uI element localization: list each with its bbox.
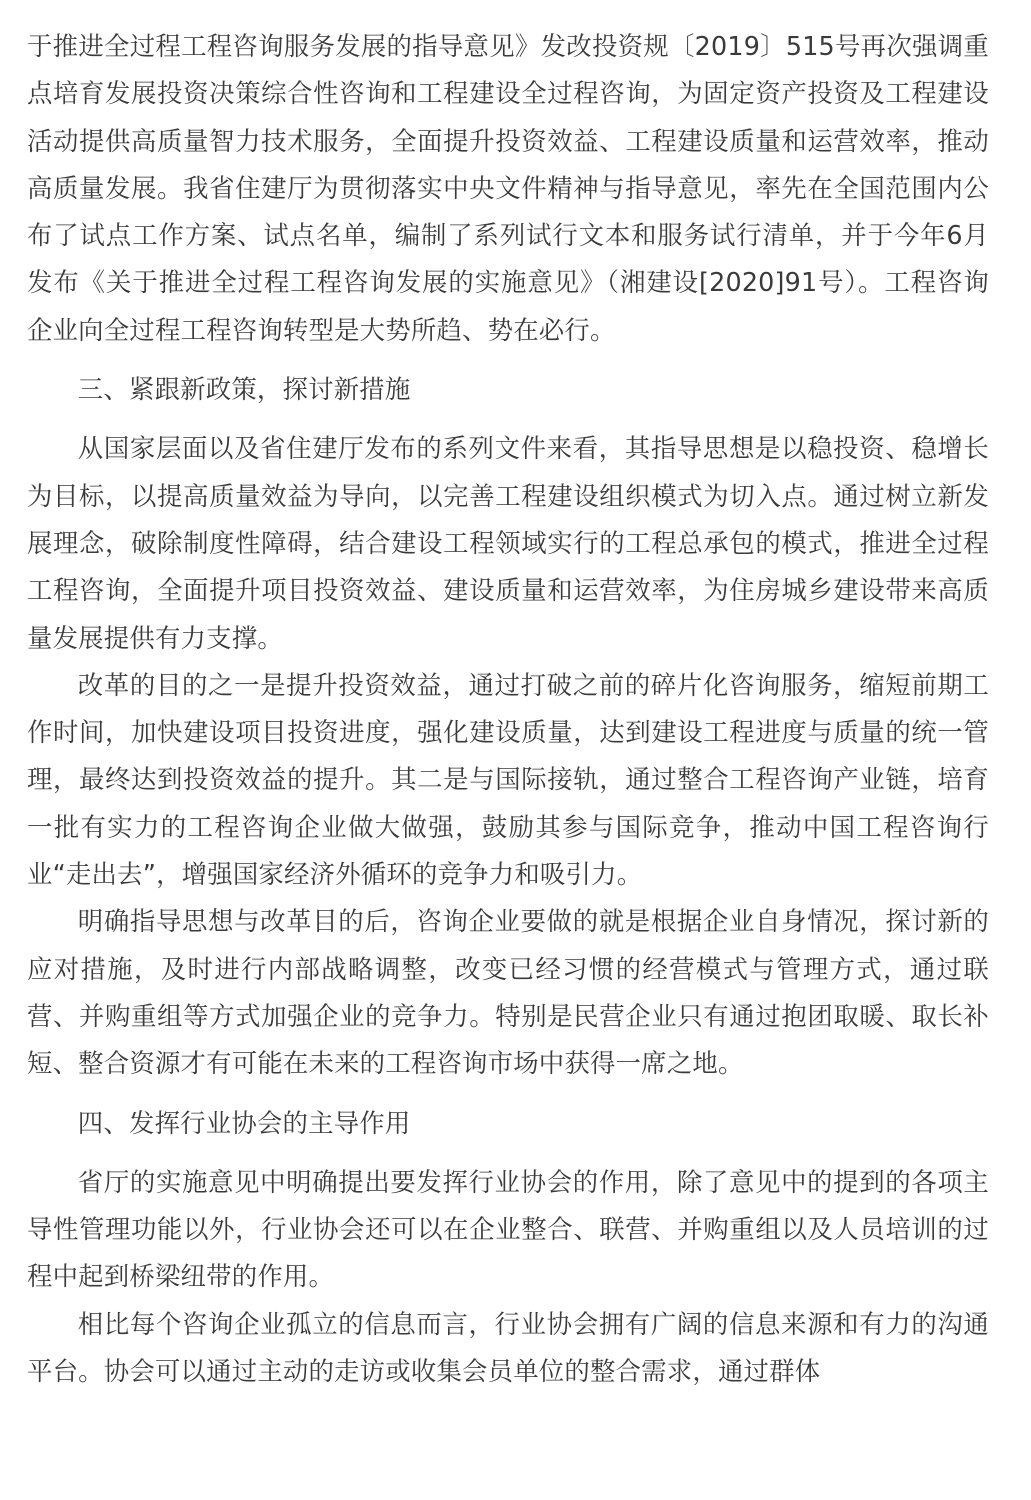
paragraph: 从国家层面以及省住建厅发布的系列文件来看，其指导思想是以稳投资、稳增长为目标，以提高质量效益为导向，以完善工程建设组织模式为切入点。通过树立新发展理念，破除制度性障碍，结合建设工程领域实行的工程总承包的模式，推进全过程工程咨询，全面提升项目投资效益、建设质量和运营效率，为住房城乡建设带来高质量发展提供有力支撑。	[27, 433, 989, 653]
paragraph: 省厅的实施意见中明确提出要发挥行业协会的作用，除了意见中的提到的各项主导性管理功能以外，行业协会还可以在企业整合、联营、并购重组以及人员培训的过程中起到桥梁纽带的作用。	[27, 1166, 989, 1292]
document-body	[27, 23, 989, 1395]
paragraph: 明确指导思想与改革目的后，咨询企业要做的就是根据企业自身情况，探讨新的应对措施，及时进行内部战略调整，改变已经习惯的经营模式与管理方式，通过联营、并购重组等方式加强企业的竞争力。特别是民营企业只有通过抱团取暖、取长补短、整合资源才有可能在未来的工程咨询市场中获得一席之地。	[27, 906, 989, 1079]
paragraph: 改革的目的之一是提升投资效益，通过打破之前的碎片化咨询服务，缩短前期工作时间，加快建设项目投资进度，强化建设质量，达到建设工程进度与质量的统一管理，最终达到投资效益的提升。其二是与国际接轨，通过整合工程咨询产业链，培育一批有实力的工程咨询企业做大做强，鼓励其参与国际竞争，推动中国工程咨询行业“走出去”，增强国家经济外循环的竞争力和吸引力。	[27, 669, 989, 890]
paragraph: 相比每个咨询企业孤立的信息而言，行业协会拥有广阔的信息来源和有力的沟通平台。协会可以通过主动的走访或收集会员单位的整合需求，通过群体	[27, 1308, 989, 1387]
section-heading-3: 三、紧跟新政策，探讨新措施	[77, 374, 411, 405]
paragraph-continued: 于推进全过程工程咨询服务发展的指导意见》发改投资规〔2019〕515号再次强调重点培育发展投资决策综合性咨询和工程建设全过程咨询，为固定资产投资及工程建设活动提供高质量智力技术服务，全面提升投资效益、工程建设质量和运营效率，推动高质量发展。我省住建厅为贯彻落实中央文件精神与指导意见，率先在全国范围内公布了试点工作方案、试点名单，编制了系列试行文本和服务试行清单，并于今年6月发布《关于推进全过程工程咨询发展的实施意见》（湘建设[2020]91号）。工程咨询企业向全过程工程咨询转型是大势所趋、势在必行。	[27, 31, 989, 345]
section-heading-4: 四、发挥行业协会的主导作用	[77, 1107, 411, 1138]
